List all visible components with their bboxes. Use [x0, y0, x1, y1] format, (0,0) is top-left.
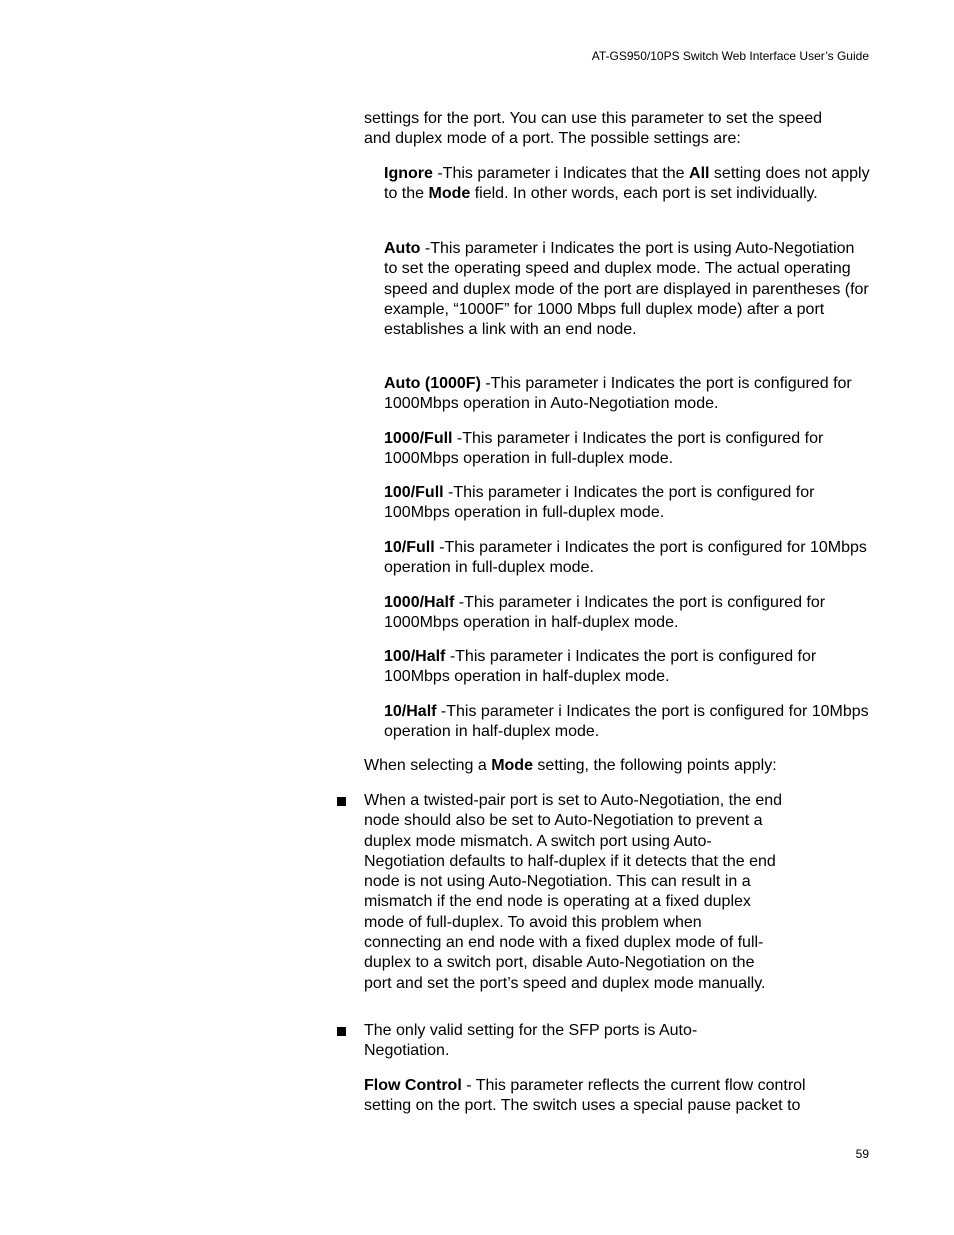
intro-paragraph: [364, 109, 884, 150]
bullet-item-autoneg: When a twisted-pair port is set to Auto-Negotiation, the end node should also be set to Auto-Negotiation to prevent a duplex mode mismatch. A switch port using Auto-Negotiation defaults to half-duplex if it detects that the end node is not using Auto-Negotiation. This can result in a mismatch if the end node is operating at a fixed duplex mode of full-duplex. To avoid this problem when connecting an end node with a fixed duplex mode of full-duplex to a switch port, disable Auto-Negotiation on the port and set the port’s speed and duplex mode manually.: [364, 792, 783, 992]
setting-desc: -This parameter i Indicates the port is configured for 100Mbps operation in half-duplex mode.: [384, 648, 817, 686]
bullet-square-icon: [337, 797, 346, 806]
running-header: AT-GS950/10PS Switch Web Interface User’s Guide: [591, 49, 869, 63]
setting-desc: setting does not apply to the: [384, 165, 870, 203]
setting-10-half: [384, 702, 870, 743]
setting-desc: -This parameter i Indicates the port is configured for 10Mbps operation in half-duplex mode.: [384, 703, 869, 741]
flow-control-desc: - This parameter reflects the current flow control setting on the port. The switch uses a special pause packet to: [364, 1077, 806, 1115]
setting-10-full: [384, 538, 870, 579]
setting-term: Auto (1000F): [384, 375, 481, 392]
setting-desc: -This parameter i Indicates that the: [432, 165, 690, 182]
setting-bold-all: All: [689, 165, 710, 182]
setting-desc: -This parameter i Indicates the port is configured for 1000Mbps operation in Auto-Negotiation mode.: [384, 375, 852, 413]
flow-control-paragraph: [364, 1076, 854, 1117]
setting-term: 1000/Full: [384, 430, 453, 447]
setting-100-half: [384, 647, 870, 688]
setting-1000-full: [384, 429, 870, 470]
mode-note-bold: Mode: [491, 757, 533, 774]
bullet-item-sfp: The only valid setting for the SFP ports is Auto-Negotiation.: [364, 1022, 698, 1060]
setting-term: 10/Half: [384, 703, 437, 720]
intro-line-2: and duplex mode of a port. The possible settings are:: [364, 130, 741, 148]
page-number: 59: [855, 1147, 869, 1161]
setting-ignore: [384, 164, 870, 205]
mode-note-text: When selecting a: [364, 757, 492, 774]
mode-note-text: setting, the following points apply:: [532, 757, 777, 774]
setting-term: 100/Half: [384, 648, 446, 665]
flow-control-term: Flow Control: [364, 1077, 462, 1094]
setting-bold-mode: Mode: [428, 185, 471, 203]
setting-desc: -This parameter i Indicates the port is configured for 100Mbps operation in full-duplex mode.: [384, 484, 815, 522]
bullet-square-icon: [337, 1027, 346, 1036]
setting-1000-half: [384, 593, 870, 634]
setting-desc: -This parameter i Indicates the port is configured for 1000Mbps operation in full-duplex mode.: [384, 430, 824, 468]
setting-100-full: [384, 483, 870, 524]
setting-desc: -This parameter i Indicates the port is using Auto-Negotiation to set the operating speed and duplex mode. The actual operating speed and duplex mode of the port are displayed in parentheses (for example, “1000F” for 1000 Mbps full duplex mode) after a port establishes a link with an end node.: [384, 240, 869, 339]
setting-term: 1000/Half: [384, 594, 455, 611]
setting-term: 100/Full: [384, 484, 444, 501]
setting-auto: [384, 239, 870, 340]
setting-auto-1000f: [384, 374, 870, 415]
mode-note: [364, 756, 884, 776]
intro-line-1: settings for the port. You can use this parameter to set the speed: [364, 110, 823, 127]
setting-desc: -This parameter i Indicates the port is configured for 1000Mbps operation in half-duplex mode.: [384, 594, 826, 632]
setting-desc: field. In other words, each port is set individually.: [470, 185, 818, 203]
setting-desc: -This parameter i Indicates the port is configured for 10Mbps operation in full-duplex mode.: [384, 539, 867, 577]
setting-term: 10/Full: [384, 539, 435, 556]
setting-term: Auto: [384, 240, 421, 257]
setting-term: Ignore: [384, 165, 433, 182]
